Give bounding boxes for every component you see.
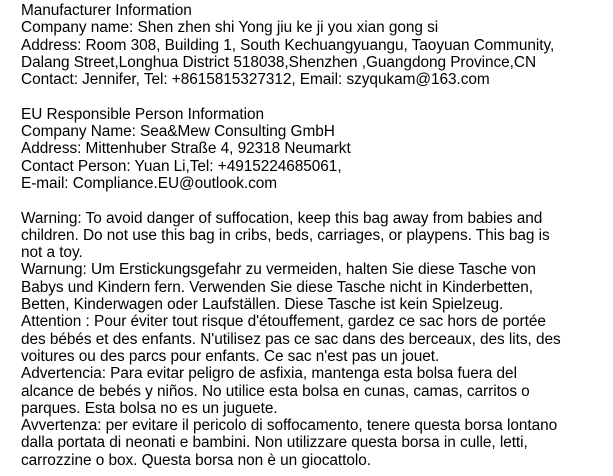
warning-line: Attention : Pour éviter tout risque d'étouffement, gardez ce sac hors de portée [21,313,546,331]
warnings-section [21,210,613,469]
warning-line: not a toy. [21,244,83,262]
warning-german [21,261,613,313]
warning-line: alcance de bebés y niños. No utilice esta bolsa en cunas, camas, carritos o [21,382,530,400]
warning-line: Babys und Kindern fern. Verwenden Sie diese Tasche nicht in Kinderbetten, [21,278,533,296]
manufacturer-section [21,2,613,88]
eu-person-heading: EU Responsible Person Information [21,105,265,123]
manufacturer-contact: Contact: Jennifer, Tel: +8615815327312, Email: szyqukam@163.com [21,71,490,89]
warning-line: parques. Esta bolsa no es un juguete. [21,399,278,417]
manufacturer-heading: Manufacturer Information [21,2,192,19]
eu-person-contact: Contact Person: Yuan Li,Tel: +4915224685061, [21,157,342,175]
warning-line: Betten, Kinderwagen oder Laufställen. Diese Tasche ist kein Spielzeug. [21,296,504,314]
manufacturer-company: Company name: Shen zhen shi Yong jiu ke ji you xian gong si [21,19,439,37]
warning-line: children. Do not use this bag in cribs, beds, carriages, or playpens. This bag is [21,226,550,244]
warning-line: Avvertenza: per evitare il pericolo di soffocamento, tenere questa borsa lontano [21,417,558,435]
warning-line: dalla portata di neonati e bambini. Non utilizzare questa borsa in culle, letti, [21,434,528,452]
manufacturer-address-line-1: Address: Room 308, Building 1, South Kechuangyuangu, Taoyuan Community, [21,36,555,54]
eu-person-section [21,106,613,192]
section-spacer [21,88,613,105]
manufacturer-address-line-2: Dalang Street,Longhua District 518038,Shenzhen ,Guangdong Province,CN [21,53,537,71]
section-spacer [21,192,613,209]
warning-line: Warnung: Um Erstickungsgefahr zu vermeiden, halten Sie diese Tasche von [21,261,536,279]
warning-line: Warning: To avoid danger of suffocation, keep this bag away from babies and [21,209,543,227]
eu-person-company: Company Name: Sea&Mew Consulting GmbH [21,123,335,141]
eu-person-address: Address: Mittenhuber Straße 4, 92318 Neumarkt [21,140,351,158]
warning-spanish [21,365,613,417]
warning-italian [21,417,613,469]
warning-line: carrozzine o box. Questa borsa non è un giocattolo. [21,451,371,469]
warning-line: voitures ou des parcs pour enfants. Ce sac n'est pas un jouet. [21,347,440,365]
warning-english [21,210,613,262]
warning-french [21,313,613,365]
warning-line: des bébés et des enfants. N'utilisez pas ce sac dans des berceaux, des lits, des [21,330,561,348]
warning-line: Advertencia: Para evitar peligro de asfixia, mantenga esta bolsa fuera del [21,365,517,383]
eu-person-email: E-mail: Compliance.EU@outlook.com [21,174,278,192]
